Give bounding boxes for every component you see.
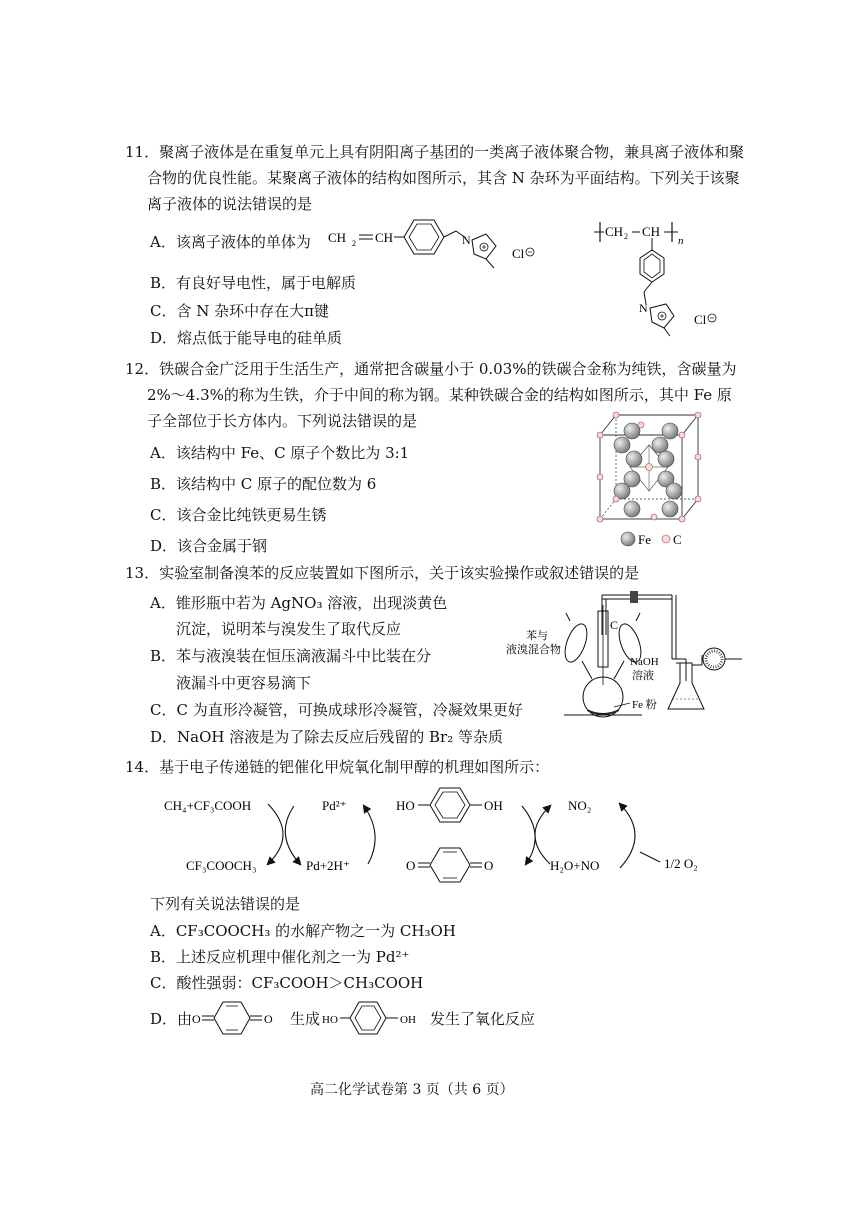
mech-o-left: O (406, 858, 416, 873)
d-ho: HO (322, 1014, 338, 1026)
q13-option-a-line-2: 沉淀，说明苯与溴发生了取代反应 (176, 620, 402, 638)
q11-stem-line-2: 合物的优良性能。某聚离子液体的结构如图所示，其含 N 杂环为平面结构。下列关于该聚 (147, 169, 740, 187)
label-mix-line-2: 液溴混合物 (506, 644, 561, 656)
d-o1: O (192, 1012, 201, 1026)
q13-option-d: D．NaOH 溶液是为了除去反应后残留的 Br₂ 等杂质 (150, 728, 503, 746)
q13-apparatus (506, 585, 750, 725)
mech-h2o-no: H₂O+NO (550, 858, 600, 873)
legend-c: C (673, 532, 682, 547)
q14-option-a: A．CF₃COOCH₃ 的水解产物之一为 CH₃OH (150, 922, 456, 940)
q13-option-b-line-1: B．苯与液溴装在恒压滴液漏斗中比装在分 (150, 647, 432, 665)
polymer-n-subscript: n (678, 235, 684, 247)
q11-stem-line-1: 11．聚离子液体是在重复单元上具有阴阳离子基团的一类离子液体聚合物，兼具离子液体和聚 (125, 143, 745, 161)
q12-option-c: C．该合金比纯铁更易生锈 (150, 506, 327, 524)
q14-option-d-prefix: D．由 (150, 1010, 193, 1028)
q11-polymer-structure (586, 218, 736, 342)
q12-option-a: A．该结构中 Fe、C 原子个数比为 3:1 (150, 444, 410, 462)
mech-pd2: Pd²⁺ (322, 798, 347, 813)
polymer-n: N (639, 301, 648, 315)
d-o2: O (264, 1012, 273, 1026)
q12-option-b: B．该结构中 C 原子的配位数为 6 (150, 475, 377, 493)
q11-option-b: B．有良好导电性，属于电解质 (150, 274, 357, 292)
q12-crystal-structure (588, 405, 712, 555)
monomer-ch2: CH (328, 230, 347, 245)
mech-ho: HO (396, 798, 415, 813)
mech-reactant: CH₄+CF₃COOH (164, 798, 252, 813)
q14-option-d-hydroquinone (322, 996, 434, 1040)
q11-monomer-structure (326, 212, 556, 274)
mech-pd-reduced: Pd+2H⁺ (306, 858, 350, 873)
q13-option-a-line-1: A．锥形瓶中若为 AgNO₃ 溶液，出现淡黄色 (150, 594, 448, 612)
label-c: C (610, 618, 619, 632)
polymer-ch2: CH (605, 224, 624, 239)
q11-option-a: A．该离子液体的单体为 (150, 233, 311, 251)
q14-option-d-suffix: 发生了氧化反应 (430, 1010, 536, 1028)
q12-stem-line-2: 2%～4.3%的称为生铁，介于中间的称为钢。某种铁碳合金的结构如图所示，其中 Fe 原 (147, 386, 732, 404)
polymer-ch: CH (642, 224, 661, 239)
mech-o-right: O (484, 858, 494, 873)
q11-option-d: D．熔点低于能导电的硅单质 (150, 329, 343, 347)
monomer-ch: CH (375, 230, 394, 245)
q14-sub-stem: 下列有关说法错误的是 (150, 895, 301, 913)
q11-stem-line-3: 离子液体的说法错误的是 (147, 195, 313, 213)
mech-oh: OH (484, 798, 503, 813)
legend-fe: Fe (638, 532, 651, 547)
q14-option-c: C．酸性强弱：CF₃COOH＞CH₃COOH (150, 974, 424, 992)
monomer-n: N (462, 233, 471, 247)
q13-option-c: C．C 为直形冷凝管，可换成球形冷凝管，冷凝效果更好 (150, 701, 523, 719)
label-fe-powder: Fe 粉 (632, 699, 657, 711)
q14-stem: 14．基于电子传递链的钯催化甲烷氧化制甲醇的机理如图所示： (125, 758, 550, 776)
q12-stem-line-3: 子全部位于长方体内。下列说法错误的是 (147, 412, 418, 430)
mech-no2: NO₂ (568, 798, 592, 813)
mech-product: CF₃COOCH₃ (186, 858, 257, 873)
q14-option-b: B．上述反应机理中催化剂之一为 Pd²⁺ (150, 948, 410, 966)
d-oh: OH (400, 1014, 416, 1026)
mech-o2: 1/2 O₂ (664, 856, 698, 871)
q14-mechanism-diagram (150, 780, 720, 890)
q14-option-d-quinone (192, 996, 290, 1040)
label-mix-line-1: 苯与 (526, 630, 548, 642)
polymer-sub2: 2 (624, 232, 628, 241)
q14-option-d-mid: 生成 (290, 1010, 321, 1028)
monomer-cl: Cl (512, 246, 525, 261)
monomer-sub2: 2 (352, 239, 356, 248)
label-naoh-line-2: 溶液 (632, 670, 654, 682)
q11-option-c: C．含 N 杂环中存在大π键 (150, 302, 329, 320)
page-footer: 高二化学试卷第 3 页（共 6 页） (310, 1082, 514, 1098)
q13-option-b-line-2: 液漏斗中更容易滴下 (176, 674, 312, 692)
label-naoh-line-1: NaOH (630, 656, 659, 668)
polymer-cl: Cl (694, 312, 707, 327)
q12-stem-line-1: 12．铁碳合金广泛用于生活生产，通常把含碳量小于 0.03%的铁碳合金称为纯铁，含碳量为 (125, 360, 737, 378)
q13-stem: 13．实验室制备溴苯的反应装置如下图所示，关于该实验操作或叙述错误的是 (125, 564, 640, 582)
q12-option-d: D．该合金属于钢 (150, 537, 268, 555)
